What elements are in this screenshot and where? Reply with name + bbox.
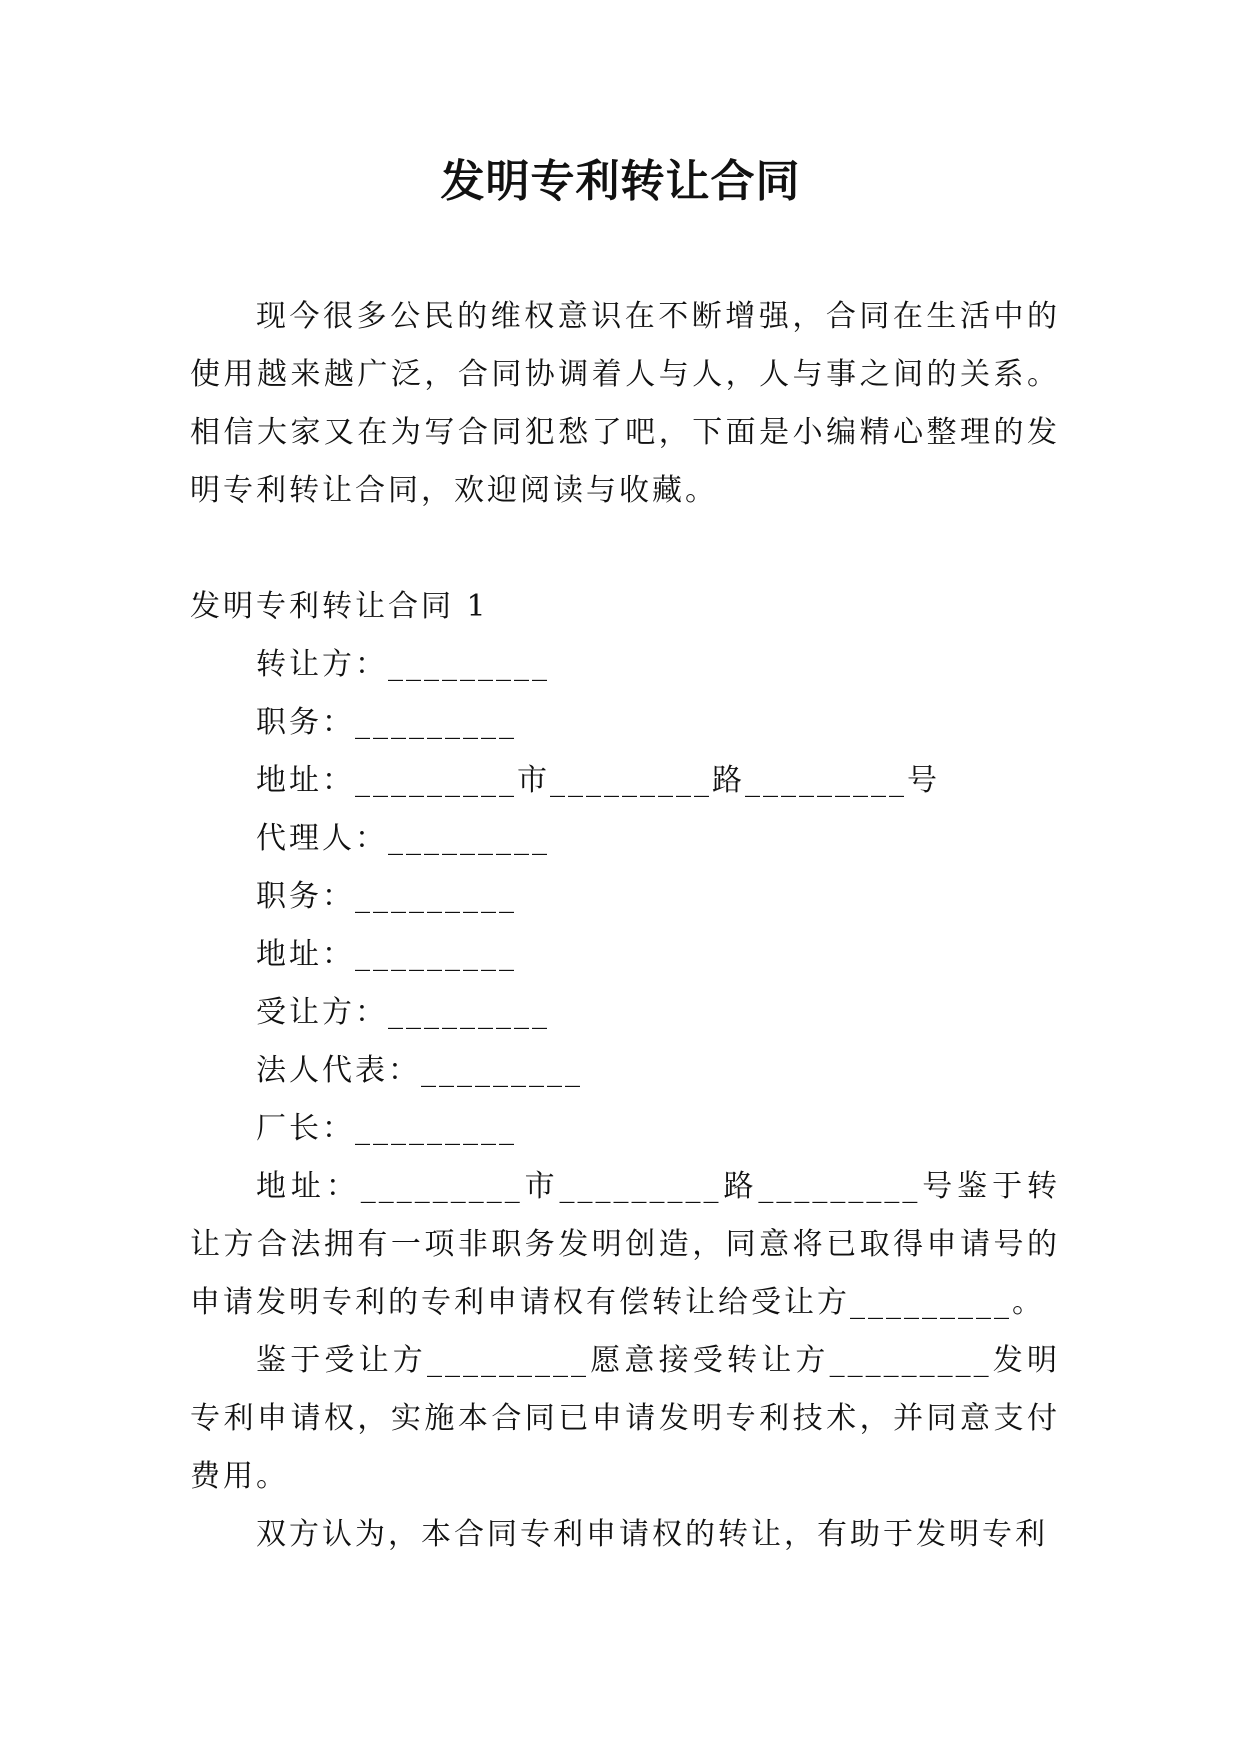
document-title: 发明专利转让合同 — [440, 156, 801, 207]
clause-paragraph-1: 地址：_________市_________路_________号鉴于转让方合法拥有一项非职务发明创造，同意将已取得申请号的申请发明专利的专利申请权有偿转让给受让方_________。 — [190, 1169, 1060, 1320]
intro-paragraph: 现今很多公民的维权意识在不断增强，合同在生活中的使用越来越广泛，合同协调着人与人，人与事之间的关系。相信大家又在为写合同犯愁了吧，下面是小编精心整理的发明专利转让合同，欢迎阅读与收藏。 — [190, 299, 1060, 508]
field-transferor-address: 地址：_________市_________路_________号 — [256, 763, 940, 798]
field-agent-address: 地址：_________ — [256, 937, 517, 972]
document-body — [190, 288, 1060, 1564]
field-agent-position: 职务：_________ — [256, 879, 517, 914]
field-transferor: 转让方：_________ — [256, 647, 550, 682]
field-agent: 代理人：_________ — [256, 821, 550, 856]
section-heading: 发明专利转让合同 1 — [190, 589, 489, 624]
field-transferee: 受让方：_________ — [256, 995, 550, 1030]
field-factory-director: 厂长：_________ — [256, 1111, 517, 1146]
clause-paragraph-3: 双方认为，本合同专利申请权的转让，有助于发明专利 — [256, 1517, 1048, 1552]
paragraph-gap — [190, 520, 1060, 578]
field-legal-representative: 法人代表：_________ — [256, 1053, 583, 1088]
clause-paragraph-2: 鉴于受让方_________愿意接受转让方_________发明专利申请权，实施本合同已申请发明专利技术，并同意支付费用。 — [190, 1343, 1060, 1494]
field-transferor-position: 职务：_________ — [256, 705, 517, 740]
